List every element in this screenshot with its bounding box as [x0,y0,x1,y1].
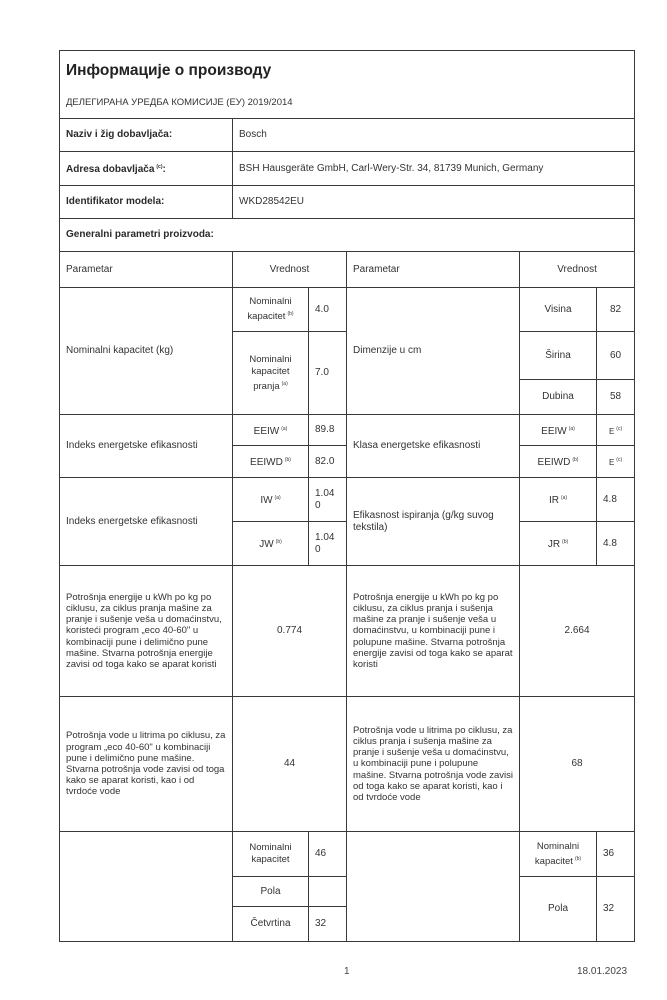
document-title: Информације о производу [60,51,635,89]
footnote-marker: (a) [568,425,575,432]
capacity-name-text: Nominalni kapacitet pranja [249,353,292,392]
address-value: BSH Hausgeräte GmbH, Carl-Wery-Str. 34, 81739 Munich, Germany [233,152,635,186]
energy-dry-label: Potrošnja energije u kWh po kg po ciklusu, za ciklus pranja i sušenja mašine za pranje i sušenje veša u domaćinstvu, u kombinaciji pune i polupune mašine. Stvarna potrošnja energije zavisi od toga kako se aparat koristi [347,566,520,697]
dimension-value: 60 [597,332,635,380]
iw-label: Indeks energetske efikasnosti [60,478,233,566]
footnote-marker: (a) [274,495,281,501]
supplier-value: Bosch [233,119,635,152]
dimension-value: 58 [597,380,635,415]
footnote-marker: (b) [284,457,291,463]
address-label-text: Adresa dobavljača [66,164,155,175]
capacity-value: 7.0 [309,332,347,415]
energy-class-name [520,415,597,446]
last-left-name: Četvrtina [233,907,309,942]
footnote-marker: (c) [156,164,163,170]
energy-class-name [520,446,597,478]
last-left-name: Nominalni kapacitet [233,832,309,877]
capacity-value: 4.0 [309,288,347,332]
energy-class-letter: E [608,426,615,436]
last-right-value: 32 [597,877,635,942]
footnote-marker: (c) [616,457,623,463]
regulation-subtitle: ДЕЛЕГИРАНА УРЕДБА КОМИСИЈЕ (ЕУ) 2019/2014 [60,88,635,119]
rinse-value: 4.8 [597,522,635,566]
footnote-marker: (a) [560,495,568,501]
last-left-name: Pola [233,877,309,907]
rinse-value: 4.8 [597,478,635,522]
header-parameter: Parametar [60,252,233,288]
footnote-marker: (b) [562,539,569,545]
address-label: Adresa dobavljača $^{(c)}$: [60,152,233,186]
eei-name [233,415,309,446]
energy-wash-value: 0.774 [233,566,347,697]
dimension-name: Širina [520,332,597,380]
capacity-name [233,288,309,332]
iw-name-text: JW [259,539,274,550]
general-parameters-heading: Generalni parametri proizvoda: [60,219,635,252]
last-right-label [347,832,520,942]
last-right-name: Pola [520,877,597,942]
iw-name [233,522,309,566]
supplier-label: Naziv i žig dobavljača: [60,119,233,152]
last-right-name [520,832,597,877]
eei-name [233,446,309,478]
footer-date: 18.01.2023 [577,966,628,977]
footnote-marker: (b) [275,539,282,545]
footnote-marker: (b) [287,311,294,317]
eei-name-text: EEIW [253,425,280,437]
last-left-label [60,832,233,942]
footnote-marker: (b) [572,457,579,463]
eei-name-text: EEIWD [250,457,283,468]
energy-wash-label: Potrošnja energije u kWh po kg po ciklusu, za ciklus pranja mašine za pranje i sušenje veša u domaćinstvu, koristeći program „eco 40-60" u kombinaciji pune i delimično pune mašine. Stvarna potrošnja energije zavisi od toga kako se aparat koristi [60,566,233,697]
product-information-sheet [59,50,634,942]
last-left-value: 32 [309,907,347,942]
header-parameter-2: Parametar [347,252,520,288]
eei-label: Indeks energetske efikasnosti [60,415,233,478]
last-right-value: 36 [597,832,635,877]
rinse-name [520,478,597,522]
rinse-name-text: JR [547,539,561,550]
iw-name-text: IW [260,495,273,506]
energy-class-letter: E [608,458,615,467]
water-dry-label: Potrošnja vode u litrima po ciklusu, za ciklus pranja i sušenja mašine za pranje i sušenje veša u domaćinstvu, u kombinaciji pune i polupune mašine. Stvarna potrošnja vode zavisi od toga kako se aparat koristi, kao i od tvrdoće vode [347,697,520,832]
capacity-name-text: Nominalni kapacitet [247,296,292,322]
rinse-label: Efikasnost ispiranja (g/kg suvog tekstila) [347,478,520,566]
water-dry-value: 68 [520,697,635,832]
energy-class-name-text: EEIWD [537,457,571,468]
energy-class-value [597,415,635,446]
iw-value: 1.040 [309,522,347,566]
energy-dry-value: 2.664 [520,566,635,697]
last-left-value [309,877,347,907]
rinse-name-text: IR [548,495,559,506]
capacity-label: Nominalni kapacitet (kg) [60,288,233,415]
eei-value: 82.0 [309,446,347,478]
model-label: Identifikator modela: [60,186,233,219]
water-wash-value: 44 [233,697,347,832]
page-number: 1 [344,966,350,977]
footnote-marker: (a) [281,380,288,387]
rinse-name [520,522,597,566]
energy-class-value [597,446,635,478]
model-value: WKD28542EU [233,186,635,219]
energy-class-name-text: EEIW [541,425,567,437]
header-value-2: Vrednost [520,252,635,288]
dimension-name: Dubina [520,380,597,415]
header-value: Vrednost [233,252,347,288]
footnote-marker: (b) [574,855,582,862]
water-wash-label: Potrošnja vode u litrima po ciklusu, za program „eco 40-60" u kombinaciji pune i delimično pune mašine. Stvarna potrošnja vode zavisi od toga kako se aparat koristi, kao i od tvrdoće vode [60,697,233,832]
iw-value: 1.040 [309,478,347,522]
footnote-marker: (a) [281,425,288,432]
last-right-name-text: Nominalni kapacitet [534,840,580,867]
capacity-name [233,332,309,415]
dimension-value: 82 [597,288,635,332]
energy-class-label: Klasa energetske efikasnosti [347,415,520,478]
iw-name [233,478,309,522]
dimensions-label: Dimenzije u cm [347,288,520,415]
product-info-table [59,50,635,942]
footnote-marker: (c) [616,425,623,432]
eei-value: 89.8 [309,415,347,446]
dimension-name: Visina [520,288,597,332]
last-left-value: 46 [309,832,347,877]
